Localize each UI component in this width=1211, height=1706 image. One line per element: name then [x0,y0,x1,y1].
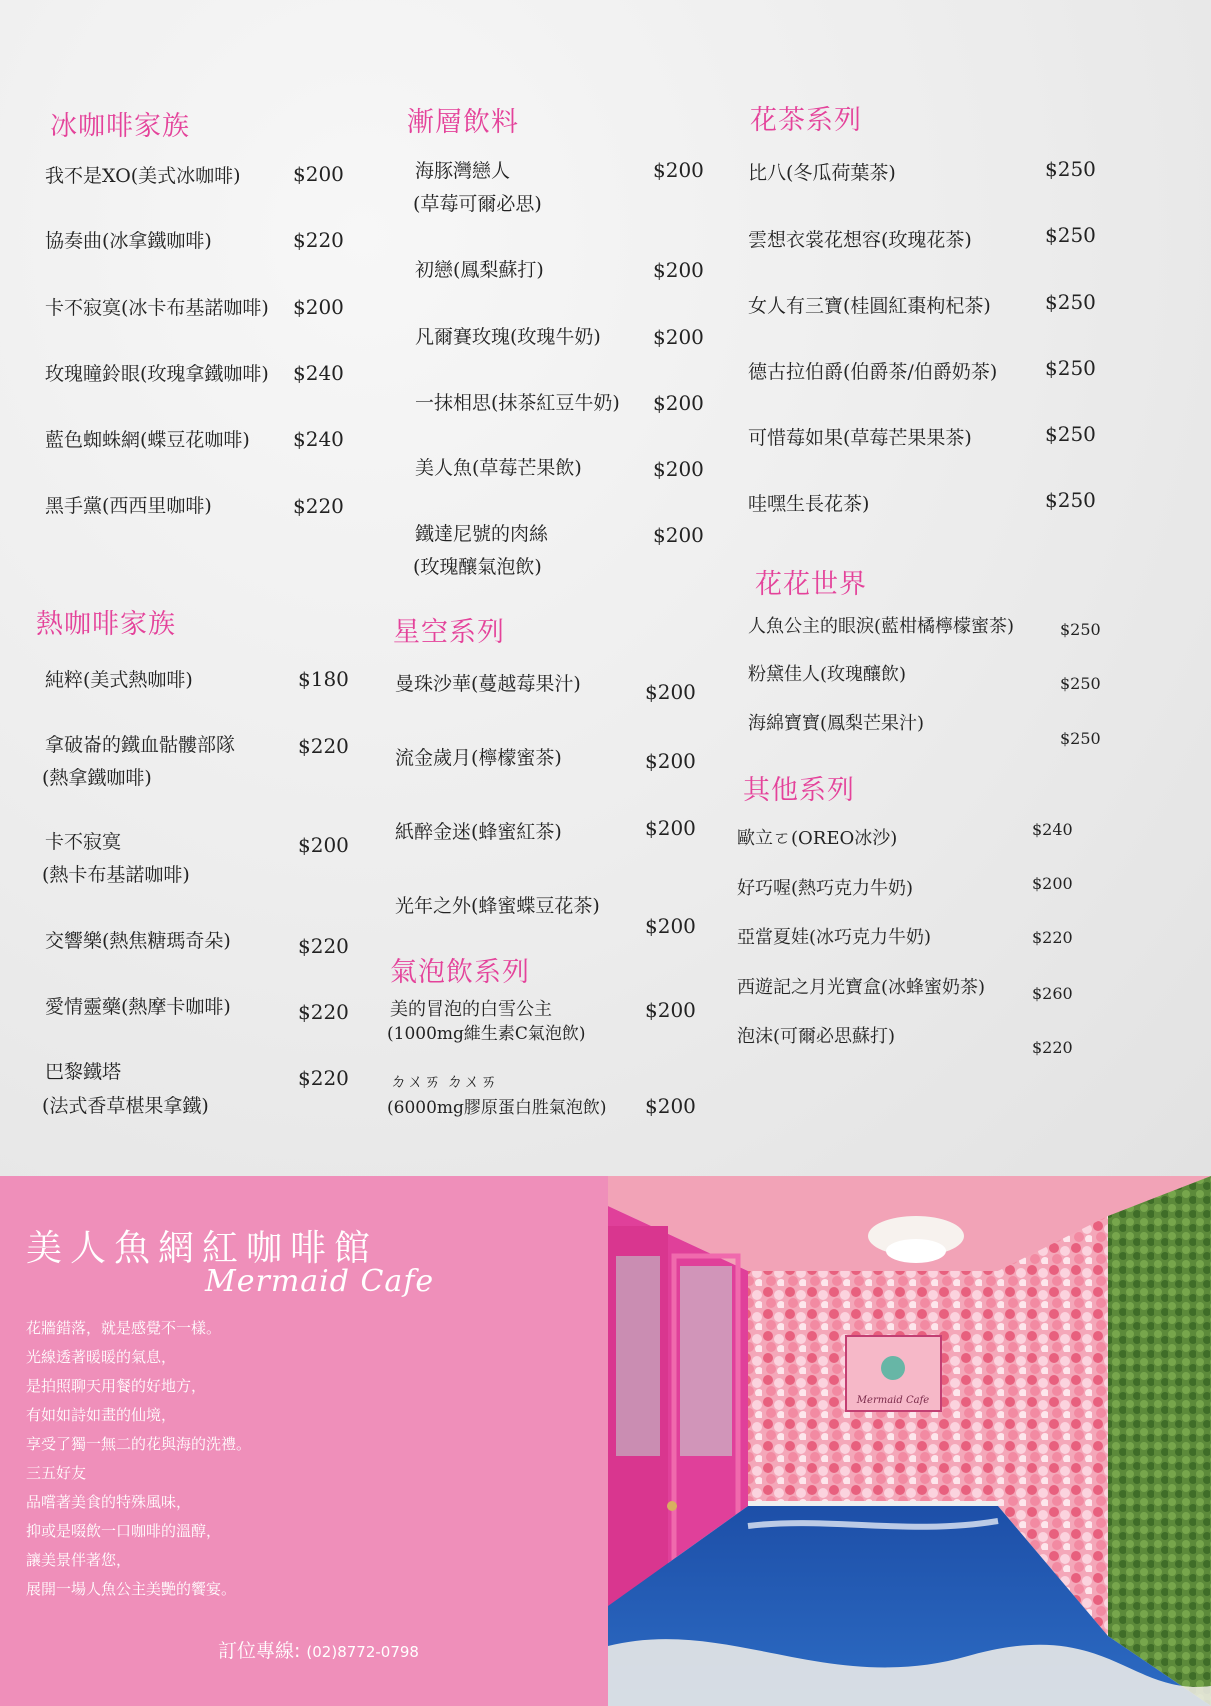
menu-item-name: 交響樂(熱焦糖瑪奇朵) [45,930,231,952]
menu-item-name: 好巧喔(熱巧克力牛奶) [737,878,914,899]
menu-item-price: $220 [298,934,349,958]
menu-item-name: 人魚公主的眼淚(藍柑橘檸檬蜜茶) [748,616,1015,637]
menu-item-price: $200 [293,162,344,186]
menu-item-price: $200 [653,258,704,282]
promo-description [26,1314,251,1604]
menu-item-name: 美人魚(草莓芒果飲) [415,457,582,479]
promo-panel [0,1176,608,1706]
menu-item-name: 比八(冬瓜荷葉茶) [748,162,896,184]
booking-info [218,1636,419,1663]
menu-item-price: $200 [653,325,704,349]
menu-item-price: $250 [1045,488,1096,512]
menu-item-subtitle: (玫瑰釀氣泡飲) [413,556,542,578]
menu-item-price: $200 [653,523,704,547]
menu-item-price: $200 [293,295,344,319]
promo-line: 光線透著暖暖的氣息， [26,1348,177,1366]
menu-item-name: 泡沫(可爾必思蘇打) [737,1026,896,1047]
menu-item-name: 歐立ㄛ(OREO冰沙) [737,828,898,849]
menu-item-name: 海豚灣戀人 [415,160,511,182]
menu-item-name: ㄉㄨㄞ ㄉㄨㄞ [390,1072,498,1092]
promo-line: 是拍照聊天用餐的好地方， [26,1377,207,1395]
menu-item-price: $250 [1045,157,1096,181]
menu-item-subtitle: (法式香草椹果拿鐵) [42,1095,209,1117]
menu-item-name: 紙醉金迷(蜂蜜紅茶) [395,821,562,843]
menu-item-price: $250 [1045,223,1096,247]
menu-item-price: $250 [1060,674,1101,693]
promo-line: 有如如詩如畫的仙境， [26,1406,177,1424]
menu-item-price: $200 [653,457,704,481]
flower-wall-illustration [608,1176,1211,1706]
menu-item-subtitle: (6000mg膠原蛋白胜氣泡飲) [387,1098,607,1118]
menu-item-name: 曼珠沙華(蔓越莓果汁) [395,673,581,695]
menu-item-price: $220 [1032,928,1073,947]
section-title-sparkling: 氣泡飲系列 [390,957,530,988]
menu-item-price: $220 [293,494,344,518]
menu-item-price: $250 [1045,356,1096,380]
menu-item-price: $240 [293,361,344,385]
promo-line: 花牆錯落，就是感覺不一樣。 [26,1319,222,1337]
menu-item-price: $200 [645,680,696,704]
menu-item-name: 我不是XO(美式冰咖啡) [45,165,241,187]
promo-line: 品嚐著美食的特殊風味， [26,1493,192,1511]
menu-item-price: $200 [645,998,696,1022]
menu-item-price: $220 [298,1000,349,1024]
promo-line: 展開一場人魚公主美艷的饗宴。 [26,1580,237,1598]
section-title-hot-coffee: 熱咖啡家族 [36,609,176,640]
menu-item-name: 初戀(鳳梨蘇打) [415,259,544,281]
menu-item-name: 西遊記之月光寶盒(冰蜂蜜奶茶) [737,977,986,998]
menu-item-price: $200 [1032,874,1073,893]
menu-item-name: 凡爾賽玫瑰(玫瑰牛奶) [415,326,601,348]
menu-item-price: $200 [298,833,349,857]
section-title-floral-tea: 花茶系列 [750,105,862,136]
menu-item-name: 雲想衣裳花想容(玫瑰花茶) [748,229,972,251]
menu-item-name: 美的冒泡的白雪公主 [390,999,552,1020]
menu-item-name: 海綿寶寶(鳳梨芒果汁) [748,713,925,734]
section-title-starry: 星空系列 [393,617,505,648]
section-title-iced-coffee: 冰咖啡家族 [50,111,190,142]
menu-item-name: 德古拉伯爵(伯爵茶/伯爵奶茶) [748,361,998,383]
menu-item-name: 純粹(美式熱咖啡) [45,669,193,691]
menu-item-price: $250 [1045,422,1096,446]
menu-item-name: 流金歲月(檸檬蜜茶) [395,747,562,769]
menu-item-name: 玫瑰瞳鈴眼(玫瑰拿鐵咖啡) [45,363,269,385]
menu-item-name: 卡不寂寞(冰卡布基諾咖啡) [45,297,269,319]
menu-item-price: $200 [653,391,704,415]
promo-line: 抑或是啜飲一口咖啡的溫醇， [26,1522,222,1540]
menu-item-price: $200 [653,158,704,182]
menu-item-name: 亞當夏娃(冰巧克力牛奶) [737,927,932,948]
section-title-others: 其他系列 [743,775,855,806]
menu-item-price: $220 [298,734,349,758]
menu-item-price: $220 [1032,1038,1073,1057]
sign-text: Mermaid Cafe [856,1395,930,1406]
cafe-name: 美人魚網紅咖啡館 [26,1228,379,1269]
menu-item-name: 協奏曲(冰拿鐵咖啡) [45,230,212,252]
menu-item-name: 哇嘿生長花茶) [748,493,870,515]
promo-line: 三五好友 [26,1464,87,1482]
menu-item-price: $240 [1032,820,1073,839]
menu-item-name: 愛情靈藥(熱摩卡咖啡) [45,996,231,1018]
menu-item-name: 女人有三寶(桂圓紅棗枸杞茶) [748,295,991,317]
menu-item-price: $250 [1060,620,1101,639]
menu-item-price: $200 [645,816,696,840]
menu-item-subtitle: (熱卡布基諾咖啡) [42,864,190,886]
promo-line: 讓美景伴著您， [26,1551,132,1569]
menu-item-price: $180 [298,667,349,691]
promo-line: 享受了獨一無二的花與海的洗禮。 [26,1435,252,1453]
menu-item-name: 拿破崙的鐵血骷髏部隊 [45,734,236,756]
menu-item-price: $250 [1060,729,1101,748]
booking-phone[interactable]: (02)8772-0798 [306,1643,419,1661]
menu-item-subtitle: (1000mg維生素C氣泡飲) [387,1024,586,1044]
menu-item-name: 一抹相思(抹茶紅豆牛奶) [415,392,620,414]
menu-item-name: 可惜莓如果(草莓芒果果茶) [748,427,972,449]
menu-item-price: $200 [645,914,696,938]
menu-item-price: $240 [293,427,344,451]
menu-item-name: 藍色蜘蛛網(蝶豆花咖啡) [45,429,250,451]
menu-item-name: 光年之外(蜂蜜蝶豆花茶) [395,895,600,917]
menu-item-price: $220 [293,228,344,252]
menu-item-price: $200 [645,749,696,773]
booking-label: 訂位專線: [218,1640,301,1662]
section-title-flower-world: 花花世界 [755,569,867,600]
section-title-layered-drinks: 漸層飲料 [407,107,519,138]
menu-item-subtitle: (草莓可爾必思) [413,193,542,215]
menu-item-price: $250 [1045,290,1096,314]
menu-item-name: 黑手黨(西西里咖啡) [45,495,212,517]
menu-item-subtitle: (熱拿鐵咖啡) [42,767,152,789]
menu-item-name: 卡不寂寞 [45,831,122,853]
menu-item-price: $200 [645,1094,696,1118]
menu-item-name: 鐵達尼號的肉絲 [415,523,549,545]
menu-item-price: $220 [298,1066,349,1090]
menu-item-name: 巴黎鐵塔 [45,1061,122,1083]
menu-item-name: 粉黛佳人(玫瑰釀飲) [748,664,907,685]
cafe-script-logo: Mermaid Cafe [205,1264,435,1299]
cafe-entrance-photo [608,1176,1211,1706]
menu-item-price: $260 [1032,984,1073,1003]
